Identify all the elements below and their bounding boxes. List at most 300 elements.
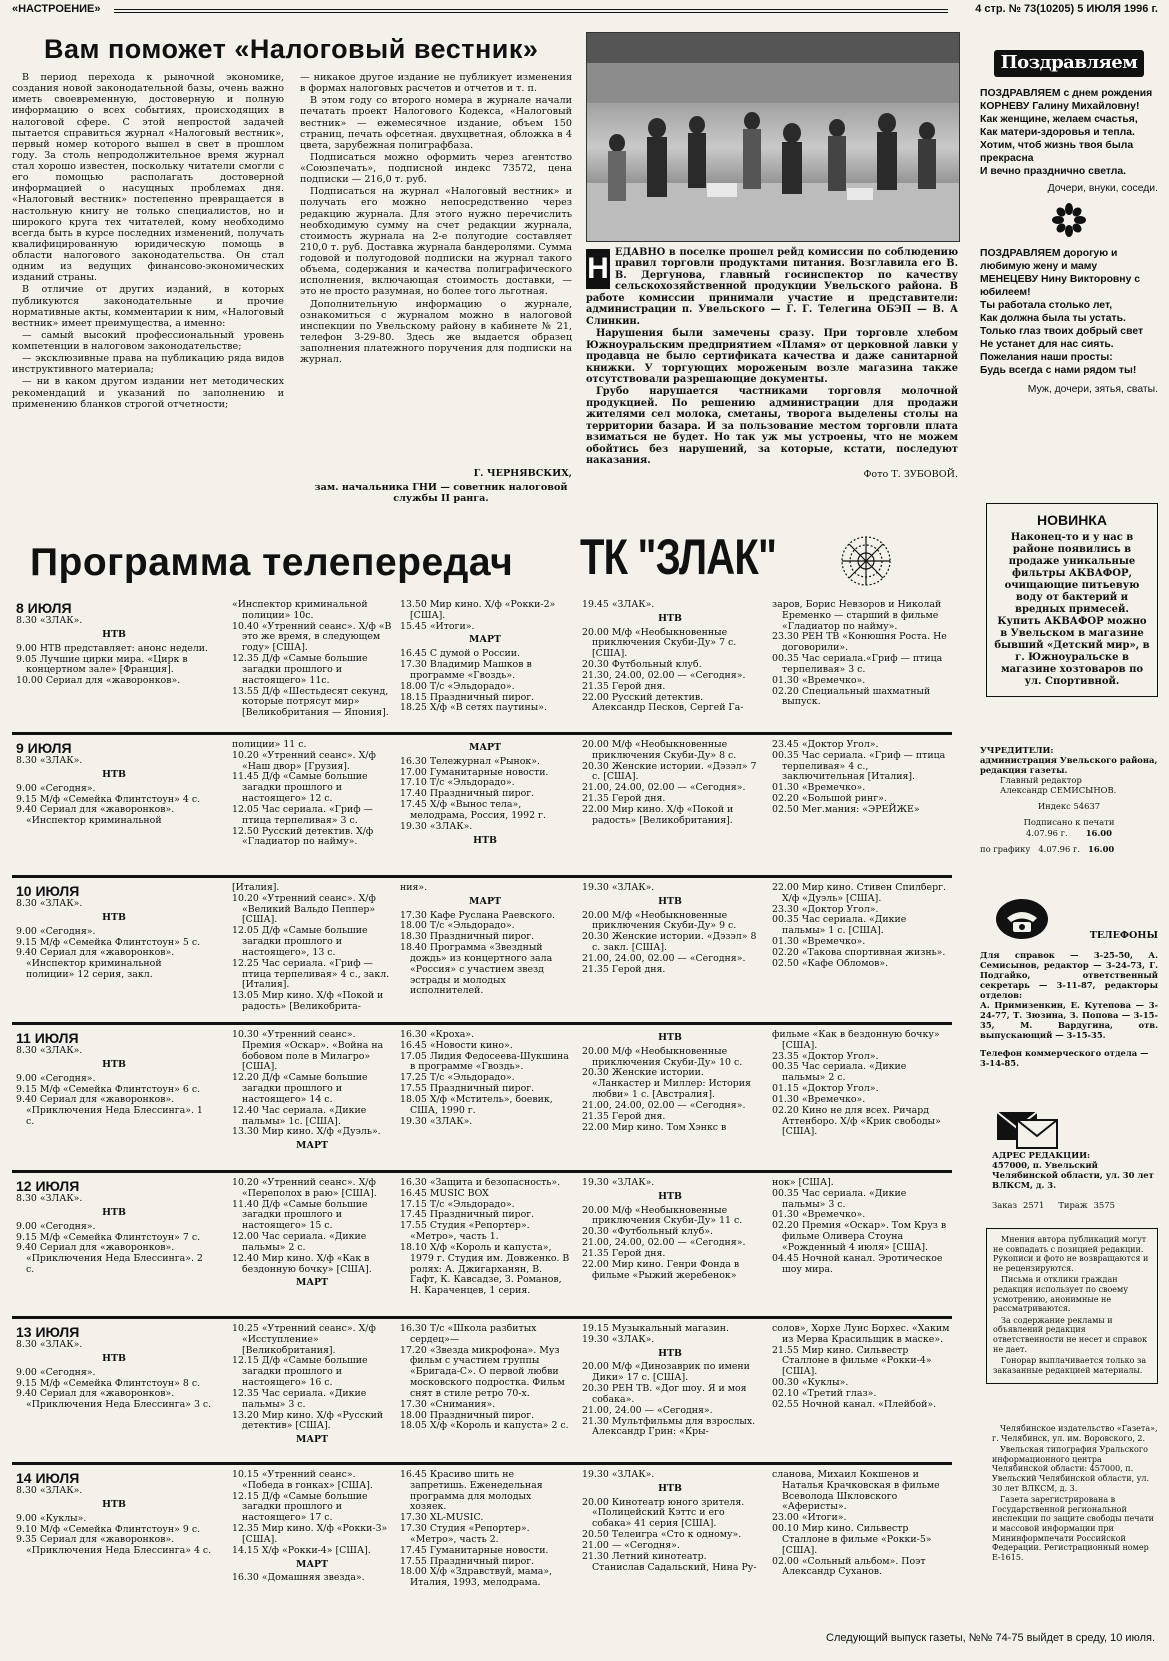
channel-label: МАРТ — [468, 895, 502, 907]
day-separator — [12, 875, 952, 878]
phones-text-2: А. Примизенкин, Е. Кутепова — 3-24-77, Т. Зюзина, З. Попова — 3-15-35, М. Вардугина, отв. выпускающий — 3-15-35. — [980, 999, 1158, 1041]
program-item: 00.35 Час сериала.«Гриф — птица терпеливая» 3 с. — [772, 653, 943, 675]
day-separator — [12, 1170, 952, 1173]
day-column — [16, 1178, 212, 1318]
program-item: 16.45 С думой о России. — [400, 648, 520, 660]
program-item: 19.30 «ЗЛАК». — [400, 1115, 473, 1127]
program-item: 20.30 Женские истории. «Ланкастер и Миллер: История любви» 1 с. [Австралия]. — [582, 1067, 751, 1101]
day-column — [582, 1324, 758, 1464]
program-item: 02.20 «Такова спортивная жизнь». — [772, 946, 946, 958]
program-item: 22.00 Русский детектив. Александр Песков, Сергей Га- — [582, 691, 744, 714]
program-item: 17.55 Праздничный пирог. — [400, 1083, 535, 1095]
program-item: 17.45 Х/ф «Вынос тела», мелодрама, Россия, 1992 г. — [400, 799, 546, 821]
program-item: солов», Хорхе Луис Борхес. «Хаким из Мерва Красильщик в маске». — [772, 1324, 950, 1345]
program-item: 20.00 Кинотеатр юного зрителя. «Полицейский Кэттс и его собака» 41 серия [США]. — [582, 1496, 745, 1530]
program-item: 12.05 Д/ф «Самые большие загадки прошлого и настоящего», 13 с. — [232, 925, 368, 958]
signed-label: Подписано к печати — [1023, 817, 1115, 828]
program-item: 12.50 Русский детектив. Х/ф «Гладиатор по найму». — [232, 825, 374, 848]
channel-label: МАРТ — [468, 742, 502, 753]
photo-credit: Фото Т. ЗУБОВОЙ. — [863, 468, 958, 480]
program-item: 04.45 Ночной канал. Эротическое шоу мира. — [772, 1252, 943, 1275]
program-item: 17.45 Гуманитарные новости. — [400, 1544, 549, 1556]
text-line: ПОЗДРАВЛЯЕМ дорогую и любимую жену и маму МЕНЕЦЕВУ Нину Викторовну с юбилеем! — [980, 247, 1141, 298]
program-item: фильме «Как в бездонную бочку» [США]. — [772, 1030, 940, 1051]
program-item: 19.30 «ЗЛАК». — [582, 1178, 655, 1188]
channel-label: МАРТ — [295, 1434, 329, 1446]
tv-title: Программа телепередач — [30, 541, 514, 584]
program-item: 16.30 «Кроха». — [400, 1030, 475, 1040]
program-item: 9.15 М/ф «Семейка Флинтстоун» 8 с. — [16, 1377, 201, 1389]
order-number: 2571 — [1023, 1200, 1045, 1211]
text-line: Как должна была ты устать. — [980, 312, 1126, 324]
program-item: 22.00 Мир кино. Стивен Спилберг. Х/ф «Дуэль» [США]. — [772, 883, 946, 904]
congrats-block-2 — [980, 247, 1158, 377]
day-title: 9 ИЮЛЯ — [16, 740, 72, 756]
program-item: 9.05 Лучшие цирки мира. «Цирк в концертном зале» [Франция]. — [16, 653, 188, 676]
program-item: 12.35 Д/ф «Самые большие загадки прошлого и настоящего» 11с. — [232, 653, 368, 686]
editor-name: Александр СЕМИСЫНОВ. — [1000, 785, 1117, 796]
program-item: 12.35 Мир кино. Х/ф «Рокки-3» [США]. — [232, 1523, 388, 1545]
program-item: 21.00, 24.00, 02.00 — «Сегодня». — [582, 1099, 746, 1111]
program-item: полиции» 11 с. — [232, 740, 307, 750]
program-item: 20.30 РЕН ТВ. «Дог шоу. Я и моя собака». — [582, 1383, 747, 1405]
photo-illustration — [587, 33, 959, 241]
day-column — [232, 1470, 392, 1630]
program-item: 13.05 Мир кино. Х/ф «Покой и радость» [Великобрита- — [232, 990, 384, 1012]
channel-label: НТВ — [102, 911, 126, 923]
program-item: нок» [США]. — [772, 1178, 834, 1188]
paragraph: Нарушения были замечены сразу. При торговле хлебом Южноуральским предприятием «Пламя» от церковной лавки у продавца не было сертификата качества и даже санитарной книжки. У торгующих мороженым возле магазина также отсутствовали разрешающие документы. — [586, 328, 958, 385]
program-item: 9.00 «Куклы». — [16, 1512, 87, 1524]
day-column — [16, 1470, 212, 1630]
program-item: 02.55 Ночной канал. «Плейбой». — [772, 1398, 937, 1410]
program-item: 00.35 Час сериала. «Дикие пальмы» 2 с. — [772, 1061, 907, 1084]
program-item: 17.05 Лидия Федосеева-Шукшина в программе «Гвоздь». — [400, 1050, 569, 1073]
text-line: Пожелания наши просты: — [980, 351, 1113, 363]
program-item: 18.00 Т/с «Эльдорадо». — [400, 680, 515, 692]
day-title: 10 ИЮЛЯ — [16, 883, 80, 899]
day-column — [400, 600, 570, 735]
program-item: 19.30 «ЗЛАК». — [400, 820, 473, 832]
program-item: 17.00 Гуманитарные новости. — [400, 766, 549, 778]
program-item: 17.30 Студия «Репортер». «Метро», часть 2. — [400, 1523, 530, 1545]
channel-emblem-icon — [836, 532, 896, 593]
day-column — [232, 1324, 392, 1464]
program-item: 01.30 «Времечко». — [772, 1209, 866, 1221]
program-item: заров, Борис Невзоров и Николай Еременко — старший в фильме «Гладиатор по найму». — [772, 600, 942, 632]
header-rule — [114, 9, 948, 13]
day-column — [772, 1178, 952, 1318]
channel-logo: ТК "ЗЛАК" — [580, 529, 777, 585]
program-item: 20.00 М/ф «Необыкновенные приключения Скуби-Ду» 7 с. [США]. — [582, 626, 737, 660]
program-item: 18.00 Праздничный пирог. — [400, 1409, 535, 1421]
program-item: 12.15 Д/ф «Самые большие загадки прошлого и настоящего» 16 с. — [232, 1355, 368, 1389]
program-item: 00.35 Час сериала. «Гриф — птица терпеливая» 4 с., заключительная [Италия]. — [772, 749, 946, 783]
paragraph: В отличие от других изданий, в которых публикуются законодательные и прочие нормативные акты, комментарии к ним, «Налоговый вестник» имеет преимущества, а именно: — [12, 284, 284, 329]
day-column — [400, 740, 570, 877]
drop-cap: Н — [586, 249, 610, 289]
text-line: Газета зарегистрирована в Государственной региональной инспекции по защите свободы печати и массовой информации при Мининформпечати Российской Федерации. Регистрационный номер Е-1615. — [992, 1495, 1155, 1562]
program-item: 17.30 Кафе Руслана Раевского. — [400, 909, 555, 921]
order-label: Заказ — [992, 1200, 1018, 1211]
program-item: 01.30 «Времечко». — [772, 674, 866, 686]
paragraph: — самый высокий профессиональный уровень компетенции в налоговом законодательстве; — [12, 329, 284, 352]
text-line: Мнения автора публикаций могут не совпадать с позицией редакции. Рукописи и фото не возвращаются и не рецензируются. — [993, 1235, 1149, 1273]
program-item: 9.00 «Сегодня». — [16, 782, 96, 794]
day-column — [232, 740, 392, 877]
day-column — [16, 1030, 212, 1172]
program-item: 21.00 — «Сегодня». — [582, 1539, 680, 1551]
text-line: Как матери-здоровья и тепла. — [980, 126, 1135, 138]
founders-label: УЧРЕДИТЕЛИ: — [980, 745, 1054, 755]
program-item: 23.30 РЕН ТВ «Конюшня Роста. Не договорили». — [772, 631, 947, 654]
day-column — [582, 600, 758, 735]
program-item: 21.00, 24.00, 02.00 — «Сегодня». — [582, 1237, 746, 1249]
channel-label: МАРТ — [295, 1558, 329, 1570]
program-item: 02.20 Кино не для всех. Ричард Аттенборо. Х/ф «Крик свободы» [США]. — [772, 1104, 941, 1138]
text-line: Хотим, чтоб жизнь твоя была прекрасна — [980, 139, 1134, 164]
program-item: 8.30 «ЗЛАК». — [16, 615, 83, 627]
congrats-sign-1: Дочери, внуки, соседи. — [1047, 182, 1158, 194]
author-position: зам. начальника ГНИ — советник налоговой службы II ранга. — [314, 482, 568, 505]
next-issue-note: Следующий выпуск газеты, №№ 74-75 выйдет в среду, 10 июля. — [826, 1632, 1155, 1644]
program-item: 13.20 Мир кино. Х/ф «Русский детектив» [США]. — [232, 1409, 384, 1432]
program-item: 19.30 «ЗЛАК». — [582, 883, 655, 893]
program-item: 18.30 Праздничный пирог. — [400, 931, 535, 943]
day-title: 12 ИЮЛЯ — [16, 1178, 80, 1194]
program-item: 17.30 «Снимания». — [400, 1398, 496, 1410]
program-item: 9.15 М/ф «Семейка Флинтстоун» 4 с. — [16, 793, 201, 805]
channel-label: НТВ — [658, 1032, 682, 1043]
program-item: 21.35 Герой дня. — [582, 1110, 666, 1122]
program-item: 23.30 «Доктор Угол». — [772, 903, 879, 915]
program-item: 18.05 Х/ф «Король и капуста» 2 с. — [400, 1420, 569, 1432]
program-item: 16.30 «Защита и безопасность». — [400, 1178, 561, 1188]
program-item: 20.30 Женские истории. «Дэзэл» 7 с. [США]. — [582, 760, 757, 783]
text-line: Ты работала столько лет, — [980, 299, 1113, 311]
day-column — [582, 1470, 758, 1630]
day-column — [582, 740, 758, 877]
section-name: «НАСТРОЕНИЕ» — [12, 3, 101, 15]
program-item: 19.30 «ЗЛАК». — [582, 1470, 655, 1480]
program-item: 8.30 «ЗЛАК». — [16, 1485, 83, 1497]
novinka-text: Наконец-то и у нас в районе появились в продаже уникальные фильтры АКВАФОР, очищающие питьевую воду от бактерий и вредных примесей. — [1004, 532, 1140, 616]
program-item: 12.40 Час сериала. «Дикие пальмы» 1с. [США]. — [232, 1104, 367, 1127]
program-item: 12.35 Час сериала. «Дикие пальмы» 3 с. — [232, 1387, 367, 1410]
program-item: 20.30 Женские истории. «Дэзэл» 8 с. закл. [США]. — [582, 931, 757, 954]
text-line: Как женщине, желаем счастья, — [980, 113, 1138, 125]
paragraph: Дополнительную информацию о журнале, ознакомиться с журналом можно в налоговой инспекции по Увельскому району в кабинете № 21, телефон 3-29-80. Здесь же выдается образец заполнения платежного поручения для подписки на журнал. — [300, 298, 572, 366]
congrats-badge: Поздравляем — [994, 50, 1144, 77]
day-separator — [12, 1462, 952, 1465]
program-item: 21.00, 24.00, 02.00 — «Сегодня». — [582, 782, 746, 794]
congratulations-section — [980, 36, 1158, 476]
run-number: 3575 — [1093, 1200, 1115, 1211]
day-column — [582, 1030, 758, 1172]
program-item: 13.50 Мир кино. Х/ф «Рокки-2» [США]. — [400, 600, 556, 621]
program-item: 12.25 Час сериала. «Гриф — птица терпеливая» 4 с., закл. [Италия]. — [232, 957, 390, 991]
program-item: 18.00 Х/ф «Здравствуй, мама», Италия, 1993, мелодрама. — [400, 1566, 553, 1589]
program-item: 17.30 Владимир Машков в программе «Гвоздь». — [400, 659, 532, 681]
channel-label: МАРТ — [295, 1277, 329, 1289]
program-item: 01.15 «Доктор Угол». — [772, 1083, 879, 1095]
channel-label: НТВ — [658, 612, 682, 624]
program-item: 16.30 Т/с «Школа разбитых сердец»— — [400, 1324, 537, 1345]
program-item: 9.40 Сериал для «жаворонков». «Приключения Неда Блессинга» 3 с. — [16, 1388, 212, 1411]
program-item: 21.30 Мультфильмы для взрослых. Александр Грин: «Кры- — [582, 1415, 756, 1438]
day-column — [232, 1178, 392, 1318]
program-item: 9.15 М/ф «Семейка Флинтстоун» 7 с. — [16, 1231, 201, 1243]
text-line: ПОЗДРАВЛЯЕМ с днем рождения КОРНЕВУ Галину Михайловну! — [980, 87, 1153, 112]
day-column — [582, 1178, 758, 1318]
program-item: 02.50 «Кафе Обломов». — [772, 957, 889, 969]
program-item: 20.00 М/ф «Необыкновенные приключения Скуби-Ду» 10 с. — [582, 1045, 743, 1068]
program-item: 01.30 «Времечко». — [772, 782, 866, 794]
day-column — [16, 1324, 212, 1464]
program-item: 21.35 Герой дня. — [582, 1247, 666, 1259]
congrats-sign-2: Муж, дочери, зятья, сваты. — [1027, 383, 1158, 395]
program-item: 10.15 «Утренний сеанс». «Победа в гонках» [США]. — [232, 1470, 373, 1491]
mail-envelope-icon — [995, 1108, 1059, 1153]
program-item: 19.30 «ЗЛАК». — [582, 1333, 655, 1345]
program-item: 8.30 «ЗЛАК». — [16, 898, 83, 910]
paragraph: Грубо нарушается частниками торговля молочной продукцией. По решению администрации для продажи жителями сел молока, сметаны, творога выделены столы на территории базара. И за пользование местом торговли плата взиматься не будет. Но так уж мы устроены, что не можем обойтись без нарушений, за которые, кстати, последуют наказания. — [586, 386, 958, 467]
program-item: 20.30 «Футбольный клуб». — [582, 1226, 714, 1238]
program-item: 01.30 «Времечко». — [772, 936, 866, 948]
program-item: 10.40 «Утренний сеанс». Х/ф «В это же время, в следующем году» [США]. — [232, 620, 392, 654]
program-item: 10.00 Сериал для «жаворонков». — [16, 675, 181, 687]
program-item: 20.00 М/ф «Необыкновенные приключения Скуби-Ду» 9 с. — [582, 909, 737, 932]
program-item: 13.55 Д/ф «Шестьдесят секунд, которые потрясут мир» [Великобритания — Япония]. — [232, 685, 389, 719]
address-block — [992, 1150, 1158, 1210]
program-item: 00.30 «Куклы». — [772, 1377, 849, 1389]
program-item: 20.50 Телеигра «Сто к одному». — [582, 1529, 742, 1541]
program-item: 17.30 XL-MUSIC. — [400, 1512, 484, 1524]
novinka-title: НОВИНКА — [1037, 512, 1107, 528]
day-title: 14 ИЮЛЯ — [16, 1470, 80, 1486]
paragraph: Подписаться можно оформить через агентство «Союзпечать», подписной индекс 73572, цена подписки — 216,0 т. руб. — [300, 151, 572, 186]
paragraph: ЕДАВНО в поселке прошел рейд комиссии по соблюдению правил торговли продуктами питания. Возглавила его В. В. Дергунова, главный госинспектор по качеству сельскохозяйственной продукции Увельского района. В работе комиссии принимали участие и представители: администрации п. Увельского — Г. Г. Телегина ОБЭП — В. А Слинкин. — [586, 247, 958, 327]
program-item: 20.30 Футбольный клуб. — [582, 659, 702, 671]
day-column — [772, 1470, 952, 1630]
disclaimer-box — [986, 1228, 1158, 1384]
text-line: И вечно празднично светла. — [980, 165, 1127, 177]
novinka-box — [986, 503, 1158, 697]
program-item: ния». — [400, 883, 428, 893]
program-item: 9.15 М/ф «Семейка Флинтстоун» 6 с. — [16, 1083, 201, 1095]
text-line: Письма и отклики граждан редакция использует по своему усмотрению, анонимные не рассматриваются. — [993, 1275, 1128, 1314]
signed-date: 4.07.96 г. — [1026, 827, 1068, 838]
day-column — [16, 883, 212, 1024]
program-item: 20.00 М/ф «Необыкновенные приключения Скуби-Ду» 8 с. — [582, 740, 737, 761]
market-photo — [586, 32, 960, 242]
program-item: 21.35 Герой дня. — [582, 680, 666, 692]
article-title: Вам поможет «Налоговый вестник» — [44, 34, 539, 64]
day-column — [400, 1324, 570, 1464]
program-item: 18.40 Программа «Звездный дождь» из концертного зала «Россия» с участием звезд эстрады и молодых исполнителей. — [400, 942, 553, 997]
program-item: 18.10 Х/ф «Король и капуста», 1979 г. Студия им. Довженко. В ролях: А. Джигарханян, В. Гафт, К. Кавсадзе, З. Романов, Н. Караченцев, 1 серия. — [400, 1241, 570, 1297]
publisher-block — [992, 1424, 1158, 1564]
day-title: 8 ИЮЛЯ — [16, 600, 72, 616]
program-item: 02.50 Мег.мания: «ЭРЕЙЖЕ» — [772, 803, 920, 815]
program-item: «Инспектор криминальной полиции» 10с. — [232, 600, 368, 621]
program-item: 18.15 Праздничный пирог. — [400, 691, 535, 703]
program-item: 12.15 Д/ф «Самые большие загадки прошлого и настоящего» 17 с. — [232, 1490, 368, 1524]
program-item: 9.35 Сериал для «жаворонков». «Приключения Неда Блессинга» 4 с. — [16, 1534, 212, 1557]
program-item: 11.40 Д/ф «Самые большие загадки прошлого и настоящего» 15 с. — [232, 1198, 368, 1232]
program-item: 00.35 Час сериала. «Дикие пальмы» 1 с. [США]. — [772, 914, 907, 937]
program-item: 17.25 Т/с «Эльдорадо». — [400, 1072, 515, 1084]
program-item: 23.35 «Доктор Угол». — [772, 1050, 879, 1062]
raid-text — [586, 247, 958, 467]
program-item: 8.30 «ЗЛАК». — [16, 1193, 83, 1205]
program-item: 9.40 Сериал для «жаворонков». «Инспектор криминальной — [16, 804, 175, 827]
founders-block — [980, 745, 1158, 854]
program-item: 21.35 Герой дня. — [582, 963, 666, 975]
program-item: 11.45 Д/ф «Самые большие загадки прошлого и настоящего» 12 с. — [232, 771, 368, 805]
subscription-index: Индекс 54637 — [1037, 801, 1101, 812]
text-line: Не устанет для нас сиять. — [980, 338, 1114, 350]
program-item: 13.30 Мир кино. Х/ф «Дуэль». — [232, 1126, 381, 1138]
day-column — [582, 883, 758, 1024]
day-column — [772, 600, 952, 735]
phones-title: ТЕЛЕФОНЫ — [1089, 930, 1158, 941]
program-item: 17.55 Праздничный пирог. — [400, 1555, 535, 1567]
program-item: сланова, Михаил Кокшенов и Наталья Крачковская в фильме Всеволода Шкловского «Аферисты». — [772, 1470, 940, 1513]
program-item: 22.00 Мир кино. Х/ф «Покой и радость» [Великобритания]. — [582, 803, 734, 826]
program-item: 9.40 Сериал для «жаворонков». «Инспектор криминальной полиции» 12 серия, закл. — [16, 947, 175, 980]
program-item: 8.30 «ЗЛАК». — [16, 1339, 83, 1351]
program-item: 10.20 «Утренний сеанс». Х/ф «Переполох в раю» [США]. — [232, 1178, 377, 1199]
raid-article — [586, 247, 958, 507]
run-label: Тираж — [1058, 1200, 1088, 1211]
program-item: 17.40 Праздничный пирог. — [400, 788, 535, 800]
program-item: 23.00 «Итоги». — [772, 1512, 847, 1524]
program-item: 8.30 «ЗЛАК». — [16, 755, 83, 767]
program-item: 9.40 Сериал для «жаворонков». «Приключения Неда Блессинга». 1 с. — [16, 1094, 203, 1127]
channel-label: МАРТ — [295, 1140, 329, 1152]
program-item: 16.45 Красиво шить не запретишь. Еженедельная программа для молодых хозяек. — [400, 1470, 543, 1513]
paragraph: — никакое другое издание не публикует изменения в формах налоговых расчетов и отчетов и т. п. — [300, 72, 572, 95]
program-item: 02.20 «Большой ринг». — [772, 793, 887, 805]
program-item: 12.20 Д/ф «Самые большие загадки прошлого и настоящего» 14 с. — [232, 1072, 368, 1105]
phones-text: Для справок — 3-25-50, А. Семисынов, редактор — 3-24-73, Г. Подгайко, ответственный секретарь — 3-11-87, редакторы отделов: — [980, 949, 1158, 1000]
channel-label: НТВ — [473, 834, 497, 846]
founders-text: администрация Увельского района, редакция газеты. — [980, 755, 1158, 776]
text-line: За содержание рекламы и объявлений редакция ответственности не несет и справок не дает. — [993, 1315, 1148, 1354]
graph-label: по графику — [980, 843, 1031, 854]
program-item: 10.20 «Утренний сеанс». Х/ф «Наш двор» [Грузия]. — [232, 749, 376, 772]
program-item: 9.10 М/ф «Семейка Флинтстоун» 9 с. — [16, 1523, 201, 1535]
day-title: 13 ИЮЛЯ — [16, 1324, 80, 1340]
program-item: [Италия]. — [232, 883, 280, 893]
channel-label: МАРТ — [468, 634, 502, 646]
program-item: 19.45 «ЗЛАК». — [582, 600, 655, 610]
channel-label: НТВ — [658, 1482, 682, 1494]
article-column-2 — [300, 72, 572, 366]
paragraph: В период перехода к рыночной экономике, создания новой законодательной базы, очень важно иметь своевременную, достоверную и полную информацию о всех событиях, происходящих в налоговой сфере. С этой непростой задачей пытается справиться журнал «Налоговый вестник», первый номер которого вышел в свет в прошлом году. За столь непродолжительное время журнал стал хорошо известен, поскольку читатели смогли с его помощью располагать достоверной информацией о насущных проблемах дня. «Налоговый вестник» постепенно превращается в настольную книгу не только специалистов, но и широкого круга тех читателей, кому необходимо всегда быть в курсе последних изменений, получать квалифицированную юридическую помощь в области налогового законодательства. Он стал одним из ведущих финансово-экономических изданий страны. — [12, 72, 284, 284]
program-item: 00.10 Мир кино. Сильвестр Сталлоне в фильме «Рокки-5» [США]. — [772, 1523, 932, 1556]
day-column — [772, 1030, 952, 1172]
program-item: 02.10 «Третий глаз». — [772, 1387, 877, 1399]
day-column — [400, 883, 570, 1024]
program-item: 02.20 Премия «Оскар». Том Круз в фильме Оливера Стоуна «Рожденный 4 июля» [США]. — [772, 1220, 947, 1253]
article-author: Г. ЧЕРНЯВСКИХ, — [473, 468, 572, 479]
text-line: Челябинское издательство «Газета», г. Челябинск, ул. им. Воровского, 2. — [992, 1424, 1158, 1443]
editor-label: Главный редактор — [1000, 775, 1082, 786]
congrats-block-1 — [980, 87, 1158, 178]
channel-label: НТВ — [102, 1352, 126, 1364]
day-column — [16, 600, 212, 735]
channel-label: НТВ — [102, 1206, 126, 1218]
graph-date: 4.07.96 г. — [1038, 843, 1081, 854]
program-item: 01.30 «Времечко». — [772, 1093, 866, 1105]
program-item: 00.35 Час сериала. «Дикие пальмы» 3 с. — [772, 1187, 907, 1210]
graph-time: 16.00 — [1088, 843, 1115, 854]
program-item: 23.45 «Доктор Угол». — [772, 740, 879, 750]
program-item: 02.00 «Сольный альбом». Поэт Александр Суханов. — [772, 1555, 926, 1578]
phones-block — [980, 930, 1158, 1068]
page-header — [12, 3, 1158, 19]
paragraph: — эксклюзивные права на публикацию ряда видов инструктивного материала; — [12, 353, 284, 376]
program-item: 20.00 М/ф «Динозаврик по имени Дики» 17 с. [США]. — [582, 1361, 750, 1384]
novinka-text-2: Купить АКВАФОР можно в Увельском в магазине бывший «Детский мир», в г. Южноуральске в магазине хозтоваров по ул. Спортивной. — [994, 616, 1150, 688]
day-separator — [12, 1022, 952, 1025]
program-item: 17.45 Праздничный пирог. — [400, 1209, 535, 1221]
address-title: АДРЕС РЕДАКЦИИ: — [992, 1150, 1091, 1160]
phones-commercial: Телефон коммерческого отдела — 3-14-85. — [980, 1048, 1149, 1069]
paragraph: — ни в каком другом издании нет методических рекомендаций и указаний по заполнению и применению бланков строгой отчетности; — [12, 376, 284, 410]
program-item: 19.15 Музыкальный магазин. — [582, 1324, 729, 1334]
program-item: 16.45 MUSIC BOX — [400, 1187, 489, 1199]
program-item: 12.40 Мир кино. Х/ф «Как в бездонную бочку» [США]. — [232, 1252, 372, 1275]
day-column — [16, 740, 212, 877]
program-item: 16.30 Тележурнал «Рынок». — [400, 755, 541, 767]
program-item: 10.25 «Утренний сеанс». Х/ф «Исступление» [Великобритания]. — [232, 1324, 376, 1356]
channel-label: НТВ — [102, 768, 126, 780]
flower-icon — [980, 203, 1158, 241]
channel-label: НТВ — [658, 1190, 682, 1202]
program-item: 18.05 Х/ф «Мститель», боевик, США, 1990 г. — [400, 1093, 553, 1116]
day-column — [232, 600, 392, 735]
channel-label: НТВ — [658, 1347, 682, 1359]
program-item: 22.00 Мир кино. Том Хэнкс в — [582, 1121, 727, 1133]
program-item: 17.20 «Звезда микрофона». Муз фильм с участием группы «Бригада-С». О первой любви московского подростка. Фильм снят в стиле ретро 70-х. — [400, 1344, 565, 1399]
program-item: 21.35 Герой дня. — [582, 793, 666, 805]
program-item: 8.30 «ЗЛАК». — [16, 1045, 83, 1057]
day-column — [232, 1030, 392, 1172]
channel-label: НТВ — [658, 895, 682, 907]
day-column — [772, 883, 952, 1024]
program-item: 12.05 Час сериала. «Гриф — птица терпеливая» 3 с. — [232, 803, 373, 826]
channel-label: НТВ — [102, 1498, 126, 1510]
program-item: 9.00 НТВ представляет: анонс недели. — [16, 642, 209, 654]
program-item: 21.00, 24.00, 02.00 — «Сегодня». — [582, 952, 746, 964]
day-column — [400, 1178, 570, 1318]
day-column — [232, 883, 392, 1024]
channel-label: НТВ — [102, 628, 126, 640]
day-separator — [12, 1316, 952, 1319]
program-item: 17.10 Т/с «Эльдорадо». — [400, 777, 515, 789]
program-item: 9.00 «Сегодня». — [16, 1366, 96, 1378]
program-item: 17.55 Студия «Репортер». «Метро», часть 1. — [400, 1220, 530, 1243]
program-item: 9.00 «Сегодня». — [16, 1072, 96, 1084]
program-item: 14.15 Х/ф «Рокки-4» [США]. — [232, 1544, 371, 1556]
program-item: 16.30 «Домашняя звезда». — [232, 1572, 365, 1584]
day-column — [400, 1470, 570, 1630]
text-line: Увельская типография Уральского информационного центра Челябинской области: 457000, п. Увельский Челябинской области, ул. 30 лет ВЛКСМ, д. 3. — [992, 1445, 1149, 1493]
program-item: 22.00 Мир кино. Генри Фонда в фильме «Рыжий жеребенок» — [582, 1258, 740, 1281]
